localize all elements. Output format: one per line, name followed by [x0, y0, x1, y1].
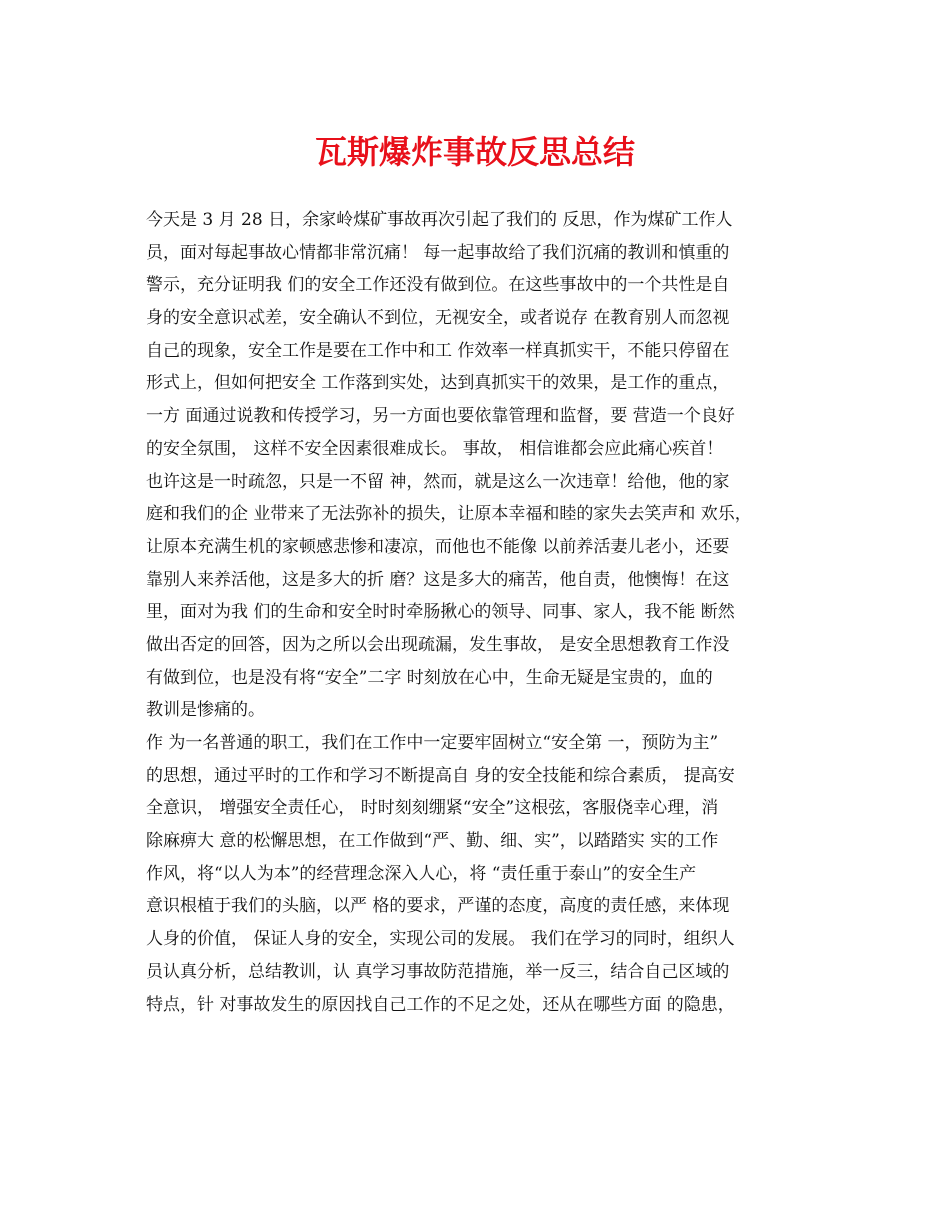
body-line: 一方 面通过说教和传授学习，另一方面也要依靠管理和监督，要 营造一个良好 — [146, 406, 735, 427]
body-line: 做出否定的回答，因为之所以会出现疏漏，发生事故， 是安全思想教育工作没 — [146, 634, 730, 655]
body-line: 意识根植于我们的头脑，以严 格的要求，严谨的态度，高度的责任感，来体现 — [146, 896, 730, 917]
body-line: 教训是惨痛的。 — [146, 700, 265, 721]
body-line: 身的安全意识忒差，安全确认不到位，无视安全，或者说存 在教育别人而忽视 — [146, 308, 730, 329]
body-line: 有做到位，也是没有将“安全”二字 时刻放在心中，生命无疑是宝贵的，血的 — [146, 667, 713, 688]
body-line: 作 为一名普通的职工，我们在工作中一定要牢固树立“安全第 一，预防为主” — [146, 733, 719, 753]
body-line: 的思想，通过平时的工作和学习不断提高自 身的安全技能和综合素质， 提高安 — [146, 765, 735, 786]
body-line: 人身的价值， 保证人身的安全，实现公司的发展。 我们在学习的同时，组织人 — [146, 929, 735, 950]
body-line: 全意识， 增强安全责任心， 时时刻刻绷紧“安全”这根弦，客服侥幸心理，消 — [146, 798, 719, 819]
body-line: 的安全氛围， 这样不安全因素很难成长。 事故， 相信谁都会应此痛心疾首！ — [146, 438, 724, 459]
body-line: 庭和我们的企 业带来了无法弥补的损失，让原本幸福和睦的家失去笑声和 欢乐， — [146, 504, 752, 525]
body-line: 员，面对每起事故心情都非常沉痛！ 每一起事故给了我们沉痛的教训和慎重的 — [146, 242, 730, 263]
body-line: 自己的现象，安全工作是要在工作中和工 作效率一样真抓实干，不能只停留在 — [146, 340, 730, 361]
body-line: 作风，将“以人为本”的经营理念深入人心，将 “责任重于泰山”的安全生产 — [146, 863, 697, 884]
body-line: 形式上，但如何把安全 工作落到实处，达到真抓实干的效果，是工作的重点， — [146, 373, 730, 394]
body-line: 靠别人来养活他，这是多大的折 磨？这是多大的痛苦，他自责，他懊悔！在这 — [146, 569, 730, 590]
body-line: 特点，针 对事故发生的原因找自己工作的不足之处，还从在哪些方面 的隐患， — [146, 994, 735, 1015]
body-line: 让原本充满生机的家顿感悲惨和凄凉，而他也不能像 以前养活妻儿老小，还要 — [146, 536, 730, 557]
body-line: 今天是 3 月 28 日，余家岭煤矿事故再次引起了我们的 反思，作为煤矿工作人 — [146, 210, 733, 230]
body-line: 里，面对为我 们的生命和安全时时牵肠揪心的领导、同事、家人，我不能 断然 — [146, 602, 735, 623]
document-title: 瓦斯爆炸事故反思总结 — [314, 133, 635, 171]
body-line: 员认真分析，总结教训，认 真学习事故防范措施，举一反三，结合自己区域的 — [146, 961, 730, 982]
body-line: 除麻痹大 意的松懈思想，在工作做到“严、勤、细、实”，以踏踏实 实的工作 — [146, 831, 719, 852]
body-line: 警示，充分证明我 们的安全工作还没有做到位。在这些事故中的一个共性是自 — [146, 275, 730, 296]
document-body — [146, 204, 816, 1021]
body-line: 也许这是一时疏忽，只是一不留 神，然而，就是这么一次违章！给他，他的家 — [146, 471, 730, 492]
